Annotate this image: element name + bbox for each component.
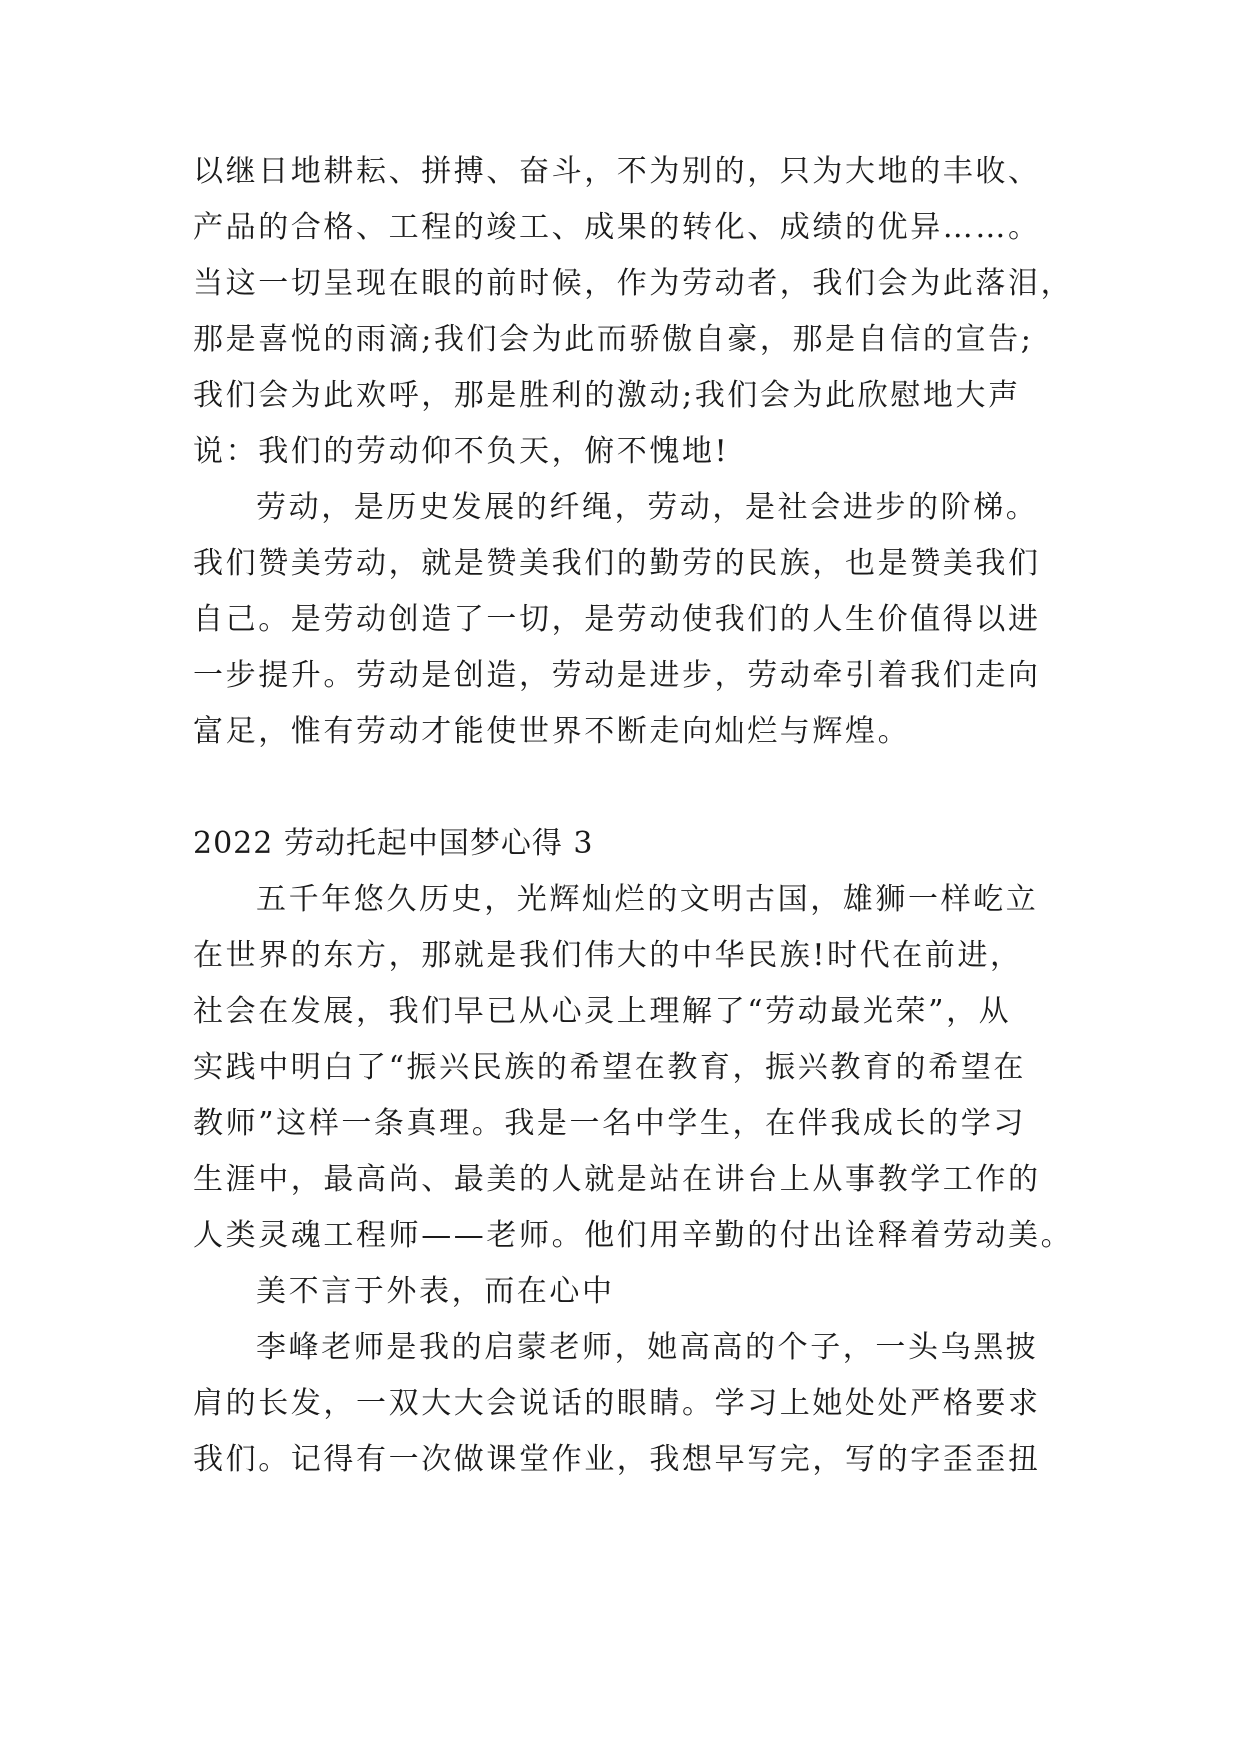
text-line: 社会在发展，我们早已从心灵上理解了“劳动最光荣”，从	[193, 994, 1012, 1029]
text-line: 劳动，是历史发展的纤绳，劳动，是社会进步的阶梯。	[256, 490, 1039, 525]
text-line: 当这一切呈现在眼的前时候，作为劳动者，我们会为此落泪，	[193, 266, 1074, 301]
text-line: 富足，惟有劳动才能使世界不断走向灿烂与辉煌。	[193, 714, 911, 749]
text-line: 五千年悠久历史，光辉灿烂的文明古国，雄狮一样屹立	[256, 882, 1039, 917]
text-line: 李峰老师是我的启蒙老师，她高高的个子，一头乌黑披	[256, 1330, 1039, 1365]
text-line: 我们赞美劳动，就是赞美我们的勤劳的民族，也是赞美我们	[193, 546, 1041, 581]
text-line: 我们会为此欢呼，那是胜利的激动;我们会为此欣慰地大声	[193, 378, 1021, 413]
text-line: 教师”这样一条真理。我是一名中学生，在伴我成长的学习	[193, 1106, 1026, 1141]
text-line: 说：我们的劳动仰不负天，俯不愧地!	[193, 434, 730, 469]
text-line: 那是喜悦的雨滴;我们会为此而骄傲自豪，那是自信的宣告;	[193, 322, 1034, 357]
text-line: 一步提升。劳动是创造，劳动是进步，劳动牵引着我们走向	[193, 658, 1041, 693]
text-line: 人类灵魂工程师——老师。他们用辛勤的付出诠释着劳动美。	[193, 1218, 1074, 1253]
section-heading: 2022 劳动托起中国梦心得 3	[193, 826, 594, 861]
text-line: 生涯中，最高尚、最美的人就是站在讲台上从事教学工作的	[193, 1162, 1041, 1197]
text-line: 肩的长发，一双大大会说话的眼睛。学习上她处处严格要求	[193, 1386, 1041, 1421]
text-line: 自己。是劳动创造了一切，是劳动使我们的人生价值得以进	[193, 602, 1041, 637]
text-line: 产品的合格、工程的竣工、成果的转化、成绩的优异……。	[193, 210, 1041, 245]
text-line: 在世界的东方，那就是我们伟大的中华民族!时代在前进，	[193, 938, 1023, 973]
text-line: 实践中明白了“振兴民族的希望在教育，振兴教育的希望在	[193, 1050, 1026, 1085]
text-line: 以继日地耕耘、拼搏、奋斗，不为别的，只为大地的丰收、	[193, 154, 1041, 189]
text-line: 我们。记得有一次做课堂作业，我想早写完，写的字歪歪扭	[193, 1442, 1041, 1477]
subheading: 美不言于外表，而在心中	[256, 1274, 615, 1309]
